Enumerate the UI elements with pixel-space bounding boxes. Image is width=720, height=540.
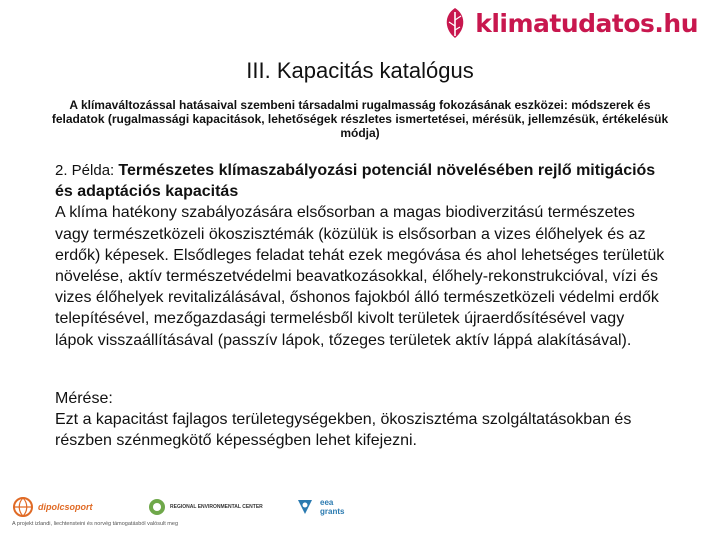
- measurement-section: [55, 388, 665, 452]
- footer-logo-rec: [148, 498, 263, 516]
- footer-logo-dipolcsoport: [12, 496, 93, 518]
- example-label: 2. Példa:: [55, 162, 119, 179]
- rec-emblem-icon: [148, 498, 166, 516]
- leaf-icon: [441, 6, 469, 40]
- page-subtitle: A klímaváltozással hatásaival szembeni társadalmi rugalmasság fokozásának eszközei: módszerek és feladatok (rugalmassági kapacitások, lehetőségek részletes ismertetései, mérésük, jellemzésük, értékelésük módja): [51, 98, 669, 140]
- eea-grants-icon: [294, 496, 316, 518]
- footer-logo3a-text: eea: [320, 498, 334, 507]
- brand-name: klimatudatos.hu: [475, 8, 698, 38]
- footer: [0, 490, 720, 540]
- dipol-globe-icon: [12, 496, 34, 518]
- footer-logo3b-text: grants: [320, 507, 345, 516]
- page-title: III. Kapacitás katalógus: [246, 58, 474, 83]
- example-section: [55, 160, 665, 351]
- measurement-label: Mérése:: [55, 390, 113, 407]
- example-body: A klíma hatékony szabályozására elsősorban a magas biodiverzitású természetes vagy természetközeli ökoszisztémák (közülük is elsősorban a vizes élőhelyek és az erdők) képesek. Elsődleges feladat tehát ezek megóvása és ahol lehetséges területük növelése, aktív természetvédelmi beavatkozásokkal, élőhely-rekonstrukcióval, vízi és vizes élőhelyek revitalizálásával, őshonos fajokból álló természetközeli védelmi erdők telepítésével, mezőgazdasági termelésből kivolt területek újraerdősítésével vagy lápok visszaállításával (passzív lápok, tőzeges területek aktív láppá alakításával).: [55, 204, 665, 349]
- brand-logo: [441, 6, 698, 40]
- footer-logo-eea: [294, 496, 344, 518]
- footer-note: A projekt izlandi, liechtensteini és norvég támogatásból valósult meg: [12, 521, 179, 527]
- footer-logo2-text: REGIONAL ENVIRONMENTAL CENTER: [170, 504, 263, 510]
- measurement-body: Ezt a kapacitást fajlagos területegységekben, ökoszisztéma szolgáltatásokban és részben szénmegkötő képességben lehet kifejezni.: [55, 411, 632, 450]
- example-heading: Természetes klímaszabályozási potenciál növelésében rejlő mitigációs és adaptációs kapacitás: [55, 162, 656, 201]
- footer-logo1-text: dipolcsoport: [38, 502, 93, 512]
